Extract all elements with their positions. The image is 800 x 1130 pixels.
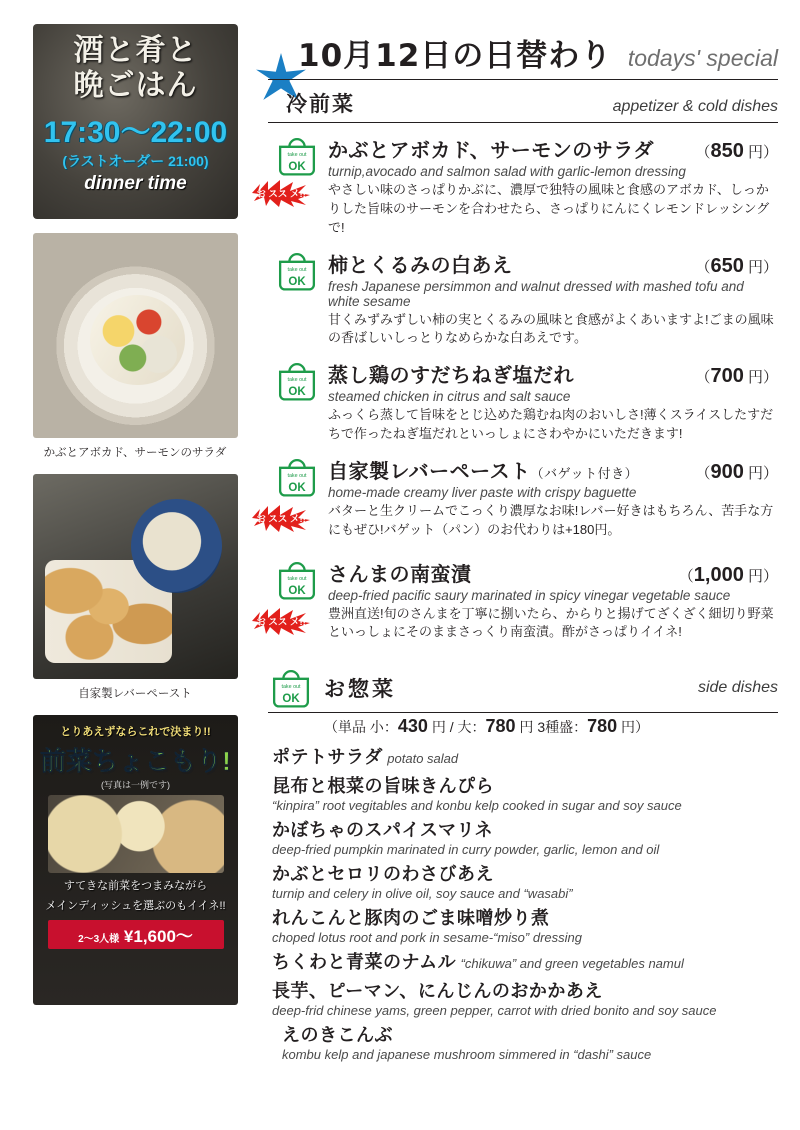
dish-name-en: fresh Japanese persimmon and walnut dressed with mashed tofu and white sesame xyxy=(328,278,744,309)
side-price-mid: 円 / 大： xyxy=(427,719,486,736)
todays-special-label: todays' special xyxy=(627,45,778,71)
page-header xyxy=(268,30,778,75)
salad-photo-caption: かぶとアボカド、サーモンのサラダ xyxy=(43,447,227,459)
side-item-en: turnip and celery in olive oil, soy sauce and “wasabi” xyxy=(272,886,573,902)
dish-description: バターと生クリームでこっくり濃厚なお味!レバー好きはもちろん、苦手な方にもぜひ!バゲット（パン）のお代わりは+180円。 xyxy=(328,502,774,537)
side-price-large: 780 xyxy=(485,716,516,737)
promo-price-prefix: 2〜3人様 xyxy=(78,933,120,945)
dish-name-jp-sub: （バゲット付き） xyxy=(530,465,639,481)
side-dishes-divider xyxy=(268,712,778,713)
side-item-en: deep-frid chinese yams, green pepper, carrot with dried bonito and soy sauce xyxy=(272,1003,717,1019)
appetizer-section-header xyxy=(268,88,778,118)
dish-name-jp: かぶとアボカド、サーモンのサラダ xyxy=(328,140,654,162)
price-close-paren: 円） xyxy=(743,369,778,387)
side-price-small: 430 xyxy=(397,716,428,737)
promo-hand-line1: すてきな前菜をつまみながら xyxy=(63,880,208,892)
side-price-mid2: 円 3種盛： xyxy=(515,719,588,736)
dish-price xyxy=(695,365,778,388)
side-dishes-price-line xyxy=(268,716,778,737)
price-close-paren: 円） xyxy=(743,464,778,482)
dish-name-en: deep-fried pacific saury marinated in spicy vinegar vegetable sauce xyxy=(328,587,731,603)
promo-flyer xyxy=(33,715,238,1005)
dinner-time-label: dinner time xyxy=(84,173,187,194)
svg-text:OK: OK xyxy=(288,160,306,173)
appetizer-section-title-en: appetizer & cold dishes xyxy=(612,98,778,115)
list-item xyxy=(268,1021,778,1062)
side-item-en: choped lotus root and pork in sesame-“miso” dressing xyxy=(272,930,582,946)
side-item-jp: えのきこんぶ xyxy=(282,1025,393,1046)
side-price-close: 円） xyxy=(617,719,650,736)
promo-note: (写真は一例です) xyxy=(101,780,170,790)
recommend-badge xyxy=(250,503,312,533)
shop-logo xyxy=(33,24,238,219)
shop-name-line2: 晩ごはん xyxy=(73,67,198,103)
price-close-paren: 円） xyxy=(743,144,778,161)
svg-text:take out: take out xyxy=(287,377,307,384)
list-item xyxy=(268,977,778,1018)
dish-name-jp: 蒸し鶏のすだちねぎ塩だれ xyxy=(328,365,574,388)
svg-text:OK: OK xyxy=(288,481,306,494)
dish-description: 豊洲直送!旬のさんまを丁寧に捌いたら、からりと揚げてざくざく細切り野菜といっしょにそのままさっくり南蛮漬。酢がさっぱりイイネ! xyxy=(328,605,774,640)
dish-price xyxy=(695,255,778,278)
take-out-ok-icon xyxy=(268,668,314,708)
dish-item xyxy=(256,455,778,540)
price-close-paren: 円） xyxy=(743,258,778,276)
promo-price-banner xyxy=(48,920,224,949)
recommend-badge-label: お スス メ!! xyxy=(256,189,306,200)
liver-paste-photo xyxy=(33,474,238,679)
price-value: 1,000 xyxy=(693,563,744,586)
side-item-jp: かぼちゃのスパイスマリネ xyxy=(272,820,494,841)
dish-item xyxy=(268,359,778,444)
promo-top-text: とりあえずならこれで決まり!! xyxy=(60,726,211,738)
dish-price xyxy=(695,140,778,163)
side-item-jp: れんこんと豚肉のごま味噌炒り煮 xyxy=(272,908,550,929)
side-item-en: “chikuwa” and green vegetables namul xyxy=(460,956,684,972)
dish-description: ふっくら蒸して旨味をとじ込めた鶏むね肉のおいしさ!薄くスライスしたすだちで作ったねぎ塩だれといっしょにさわやかにいただきます! xyxy=(328,407,774,442)
side-price-open: （単品 小： xyxy=(324,719,398,736)
dish-name-en: turnip,avocado and salmon salad with garlic-lemon dressing xyxy=(328,164,686,179)
list-item xyxy=(268,816,778,857)
side-item-jp: 長芋、ピーマン、にんじんのおかかあえ xyxy=(272,981,603,1002)
side-dishes-title-en: side dishes xyxy=(697,679,778,697)
promo-dish-photo xyxy=(48,795,224,873)
side-item-en: kombu kelp and japanese mushroom simmered in “dashi” sauce xyxy=(282,1047,652,1063)
side-dishes-section xyxy=(268,668,778,1062)
svg-text:take out: take out xyxy=(287,575,307,582)
price-value: 850 xyxy=(710,140,744,162)
list-item xyxy=(268,772,778,813)
page-title: 10月12日の日替わり xyxy=(298,38,613,74)
recommend-badge-label: お スス メ!! xyxy=(256,616,306,628)
svg-text:OK: OK xyxy=(282,693,300,706)
dish-price xyxy=(695,461,778,484)
side-item-jp: ちくわと青菜のナムル xyxy=(272,952,457,973)
opening-hours: 17:30〜22:00 xyxy=(43,116,228,149)
side-item-en: “kinpira” root vegitables and konbu kelp cooked in sugar and soy sauce xyxy=(272,798,682,814)
left-column xyxy=(25,24,255,1005)
side-dishes-title-jp: お惣菜 xyxy=(324,678,396,702)
svg-text:take out: take out xyxy=(287,266,307,273)
svg-text:OK: OK xyxy=(288,386,306,399)
last-order: (ラストオーダー 21:00) xyxy=(62,153,209,169)
recommend-badge xyxy=(250,178,312,208)
price-open-paren: （ xyxy=(695,144,711,161)
dish-description: やさしい味のさっぱりかぶに、濃厚で独特の風味と食感のアボカド、しっかりした旨味のサーモンを合わせたら、さっぱりにんにくレモンドレッシングで! xyxy=(328,182,770,235)
dish-item xyxy=(256,558,778,643)
side-item-en: deep-fried pumpkin marinated in curry powder, garlic, lemon and oil xyxy=(272,842,660,858)
take-out-ok-icon xyxy=(274,560,320,600)
side-item-jp: 昆布と根菜の旨味きんぴら xyxy=(272,776,494,797)
svg-text:OK: OK xyxy=(288,584,306,597)
promo-price-value: ¥1,600〜 xyxy=(123,926,193,946)
svg-text:take out: take out xyxy=(287,472,307,479)
dish-name-jp: 柿とくるみの白あえ xyxy=(328,254,513,277)
dish-item xyxy=(268,249,778,349)
dish-name-jp xyxy=(328,455,638,484)
side-dishes-header xyxy=(268,668,778,708)
price-open-paren: （ xyxy=(695,258,711,276)
price-value: 700 xyxy=(710,365,744,388)
dish-name-jp: さんまの南蛮漬 xyxy=(328,563,472,586)
recommend-badge xyxy=(250,606,312,636)
side-price-set: 780 xyxy=(587,716,618,737)
dish-item xyxy=(256,134,778,238)
side-dishes-list xyxy=(268,743,778,1062)
list-item xyxy=(268,860,778,901)
dish-description: 甘くみずみずしい柿の実とくるみの風味と食感がよくあいますよ!ごまの風味の香ばしいしっとりなめらかな白あえです。 xyxy=(328,311,774,346)
dish-name-jp-main: 自家製レバーペースト xyxy=(328,460,531,483)
side-item-jp: かぶとセロリのわさびあえ xyxy=(272,864,494,885)
promo-hand-line2: メインディッシュを選ぶのもイイネ!! xyxy=(45,900,226,913)
price-value: 900 xyxy=(710,460,744,483)
liver-paste-photo-caption: 自家製レバーペースト xyxy=(78,688,192,700)
appetizer-section-title-jp: 冷前菜 xyxy=(286,93,355,116)
header-divider xyxy=(268,79,778,80)
price-value: 650 xyxy=(710,254,744,277)
recommend-badge-label: お スス メ!! xyxy=(256,513,306,525)
price-close-paren: 円） xyxy=(743,567,778,585)
shop-name xyxy=(33,34,238,103)
svg-text:OK: OK xyxy=(288,275,306,288)
take-out-ok-icon xyxy=(274,457,320,497)
dish-price xyxy=(679,564,778,587)
take-out-ok-icon xyxy=(274,251,320,291)
appetizer-divider xyxy=(268,122,778,123)
promo-title: 前菜ちょこもり! xyxy=(40,746,231,776)
list-item xyxy=(268,904,778,945)
take-out-ok-icon xyxy=(274,361,320,401)
list-item xyxy=(268,743,778,769)
right-column xyxy=(256,30,778,1063)
salad-photo xyxy=(33,233,238,438)
dish-name-en: home-made creamy liver paste with crispy baguette xyxy=(328,484,637,500)
dish-name-en: steamed chicken in citrus and salt sauce xyxy=(328,389,571,405)
side-item-jp: ポテトサラダ xyxy=(272,747,383,768)
svg-text:take out: take out xyxy=(287,152,307,158)
take-out-ok-icon xyxy=(274,136,320,176)
price-open-paren: （ xyxy=(695,464,711,482)
side-item-en: potato salad xyxy=(387,751,459,767)
price-open-paren: （ xyxy=(695,369,711,387)
list-item xyxy=(268,948,778,974)
shop-name-line1: 酒と肴と xyxy=(73,33,198,68)
price-open-paren: （ xyxy=(678,567,694,585)
svg-text:take out: take out xyxy=(281,684,301,691)
